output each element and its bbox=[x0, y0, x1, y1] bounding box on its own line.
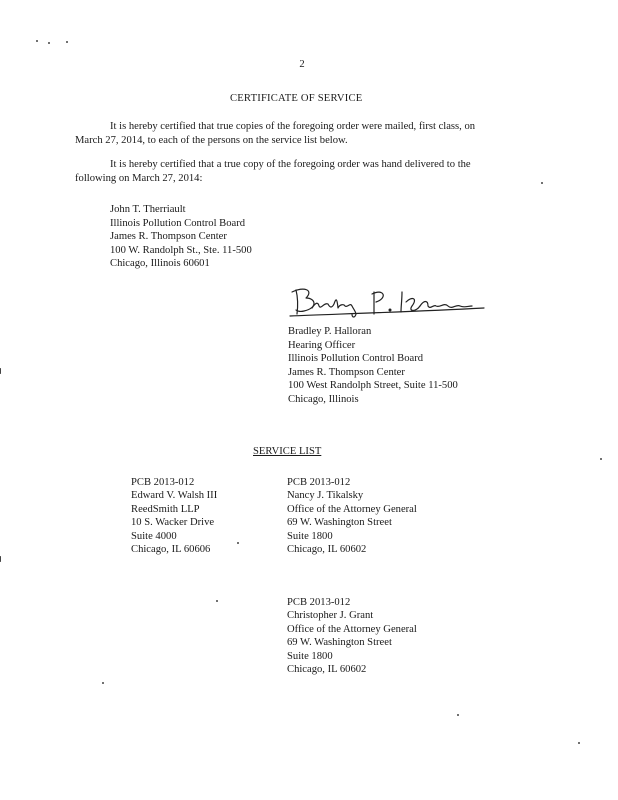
entry-case-number: PCB 2013-012 bbox=[287, 597, 351, 608]
scan-speck bbox=[578, 742, 580, 744]
entry-suite: Suite 4000 bbox=[131, 530, 177, 542]
entry-street: 69 W. Washington Street bbox=[287, 637, 392, 649]
certificate-title: CERTIFICATE OF SERVICE bbox=[230, 93, 363, 104]
entry-name: Nancy J. Tikalsky bbox=[287, 490, 364, 502]
service-list-heading: SERVICE LIST bbox=[253, 446, 322, 457]
officer-org: Illinois Pollution Control Board bbox=[288, 353, 424, 365]
entry-case-number: PCB 2013-012 bbox=[131, 477, 195, 488]
service-list-entry bbox=[287, 476, 417, 556]
entry-street: 69 W. Washington Street bbox=[287, 517, 392, 529]
entry-city: Chicago, IL 60602 bbox=[287, 664, 367, 676]
paragraph-line: It is hereby certified that a true copy of the foregoing order was hand delivered to the bbox=[110, 159, 471, 170]
entry-org: ReedSmith LLP bbox=[131, 503, 200, 515]
entry-name: Edward V. Walsh III bbox=[131, 490, 218, 502]
scan-speck bbox=[600, 458, 602, 460]
entry-street: 10 S. Wacker Drive bbox=[131, 517, 215, 529]
officer-title: Hearing Officer bbox=[288, 339, 356, 351]
recipient-building: James R. Thompson Center bbox=[110, 231, 227, 243]
entry-case-number: PCB 2013-012 bbox=[287, 477, 351, 488]
entry-org: Office of the Attorney General bbox=[287, 623, 417, 635]
handwritten-signature bbox=[288, 284, 488, 320]
service-list-entry bbox=[131, 476, 217, 556]
scan-speck bbox=[457, 714, 459, 716]
entry-name: Christopher J. Grant bbox=[287, 610, 374, 622]
page-number: 2 bbox=[299, 59, 305, 70]
entry-suite: Suite 1800 bbox=[287, 530, 333, 542]
entry-city: Chicago, IL 60606 bbox=[131, 544, 211, 556]
scan-speck bbox=[216, 600, 218, 602]
scan-speck bbox=[36, 40, 38, 42]
recipient-city: Chicago, Illinois 60601 bbox=[110, 258, 210, 270]
scan-speck bbox=[237, 542, 239, 544]
officer-name: Bradley P. Halloran bbox=[288, 326, 372, 337]
officer-city: Chicago, Illinois bbox=[288, 393, 359, 405]
scan-speck bbox=[0, 556, 1, 562]
hand-delivery-recipient-address bbox=[110, 203, 252, 271]
scan-speck bbox=[0, 368, 1, 374]
mailing-certification-paragraph bbox=[75, 120, 535, 148]
recipient-org: Illinois Pollution Control Board bbox=[110, 217, 246, 229]
service-list-entry bbox=[287, 596, 417, 676]
officer-street: 100 West Randolph Street, Suite 11-500 bbox=[288, 380, 458, 392]
hearing-officer-signature-block bbox=[288, 325, 458, 407]
entry-suite: Suite 1800 bbox=[287, 650, 333, 662]
scan-speck bbox=[48, 42, 50, 44]
recipient-name: John T. Therriault bbox=[110, 204, 186, 215]
scan-speck bbox=[66, 41, 68, 43]
officer-building: James R. Thompson Center bbox=[288, 366, 405, 378]
scan-speck bbox=[102, 682, 104, 684]
paragraph-line: It is hereby certified that true copies of the foregoing order were mailed, first class, on bbox=[110, 121, 476, 132]
paragraph-line: March 27, 2014, to each of the persons on the service list below. bbox=[75, 135, 348, 146]
paragraph-line: following on March 27, 2014: bbox=[75, 173, 203, 184]
hand-delivery-certification-paragraph bbox=[75, 158, 535, 186]
scan-speck bbox=[541, 182, 543, 184]
entry-city: Chicago, IL 60602 bbox=[287, 544, 367, 556]
entry-org: Office of the Attorney General bbox=[287, 503, 417, 515]
recipient-street: 100 W. Randolph St., Ste. 11-500 bbox=[110, 244, 252, 256]
